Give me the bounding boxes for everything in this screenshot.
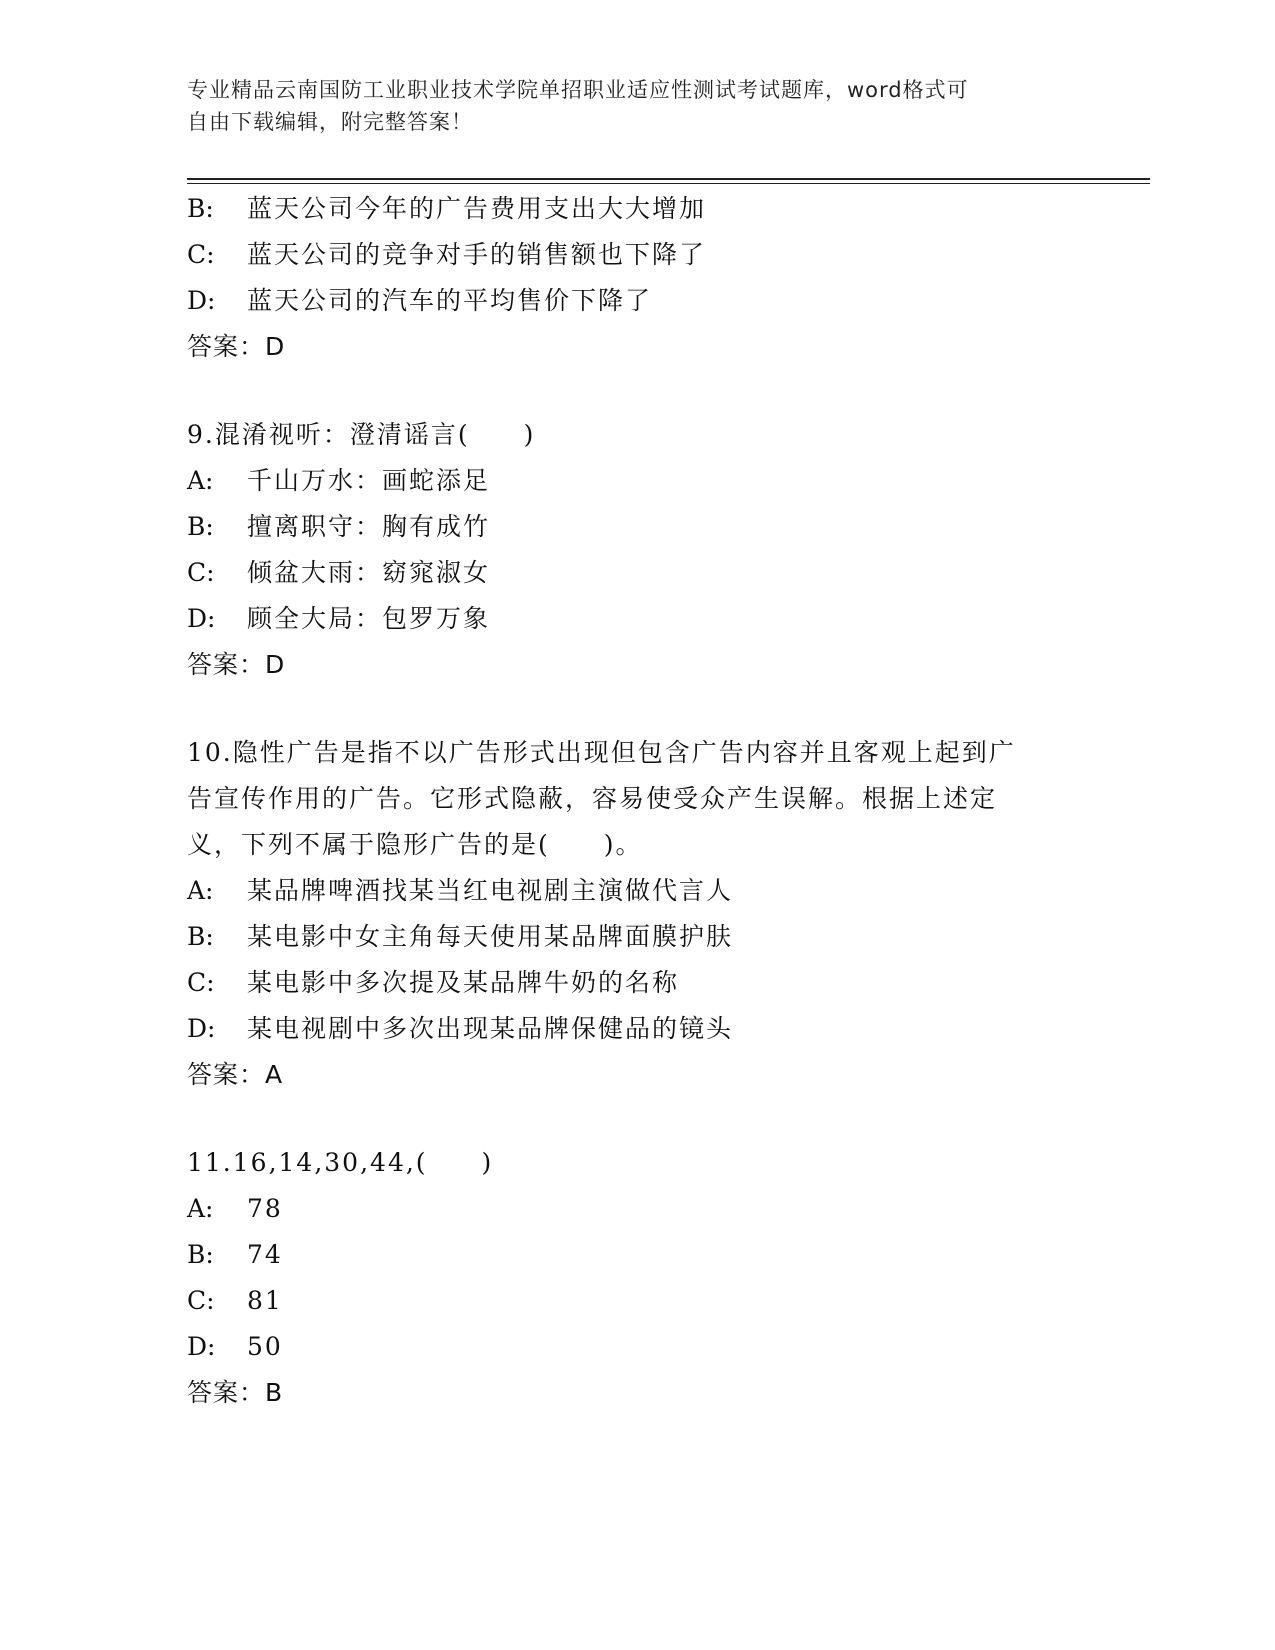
question-8 [187,186,1087,370]
option-c: C: 倾盆大雨：窈窕淑女 [187,558,491,587]
question-text: 9.混淆视听：澄清谣言( ) [187,420,536,449]
question-text: 11.16,14,30,44,( ) [187,1148,494,1177]
option-a: A: 千山万水：画蛇添足 [187,466,491,495]
option-b: B: 擅离职守：胸有成竹 [187,512,491,541]
document-header [187,74,1087,138]
option-d: D: 蓝天公司的汽车的平均售价下降了 [187,286,653,315]
header-rule-thick [187,178,1150,180]
question-text-line-2: 告宣传作用的广告。它形式隐蔽，容易使受众产生误解。根据上述定 [187,784,998,813]
option-c: C: 某电影中多次提及某品牌牛奶的名称 [187,968,680,997]
option-d: D: 顾全大局：包罗万象 [187,604,491,633]
question-11 [187,1140,1087,1416]
answer: 答案：B [187,1378,284,1407]
option-b: B: 74 [187,1240,283,1269]
question-10 [187,730,1087,1098]
question-9 [187,412,1087,688]
header-rule-thin [187,183,1150,184]
option-b: B: 蓝天公司今年的广告费用支出大大增加 [187,194,707,223]
header-line-2: 自由下载编辑，附完整答案！ [187,110,473,134]
option-c: C: 81 [187,1286,283,1315]
answer: 答案：D [187,650,286,679]
option-a: A: 某品牌啤酒找某当红电视剧主演做代言人 [187,876,734,905]
question-list [187,186,1087,1416]
option-a: A: 78 [187,1194,283,1223]
answer: 答案：D [187,332,286,361]
question-text-line-1: 10.隐性广告是指不以广告形式出现但包含广告内容并且客观上起到广 [187,738,1016,767]
option-b: B: 某电影中女主角每天使用某品牌面膜护肤 [187,922,734,951]
answer: 答案：A [187,1060,284,1089]
option-c: C: 蓝天公司的竞争对手的销售额也下降了 [187,240,707,269]
option-d: D: 50 [187,1332,283,1361]
header-line-1: 专业精品云南国防工业职业技术学院单招职业适应性测试考试题库，word格式可 [187,78,969,102]
option-d: D: 某电视剧中多次出现某品牌保健品的镜头 [187,1014,734,1043]
question-text-line-3: 义，下列不属于隐形广告的是( )。 [187,830,643,859]
